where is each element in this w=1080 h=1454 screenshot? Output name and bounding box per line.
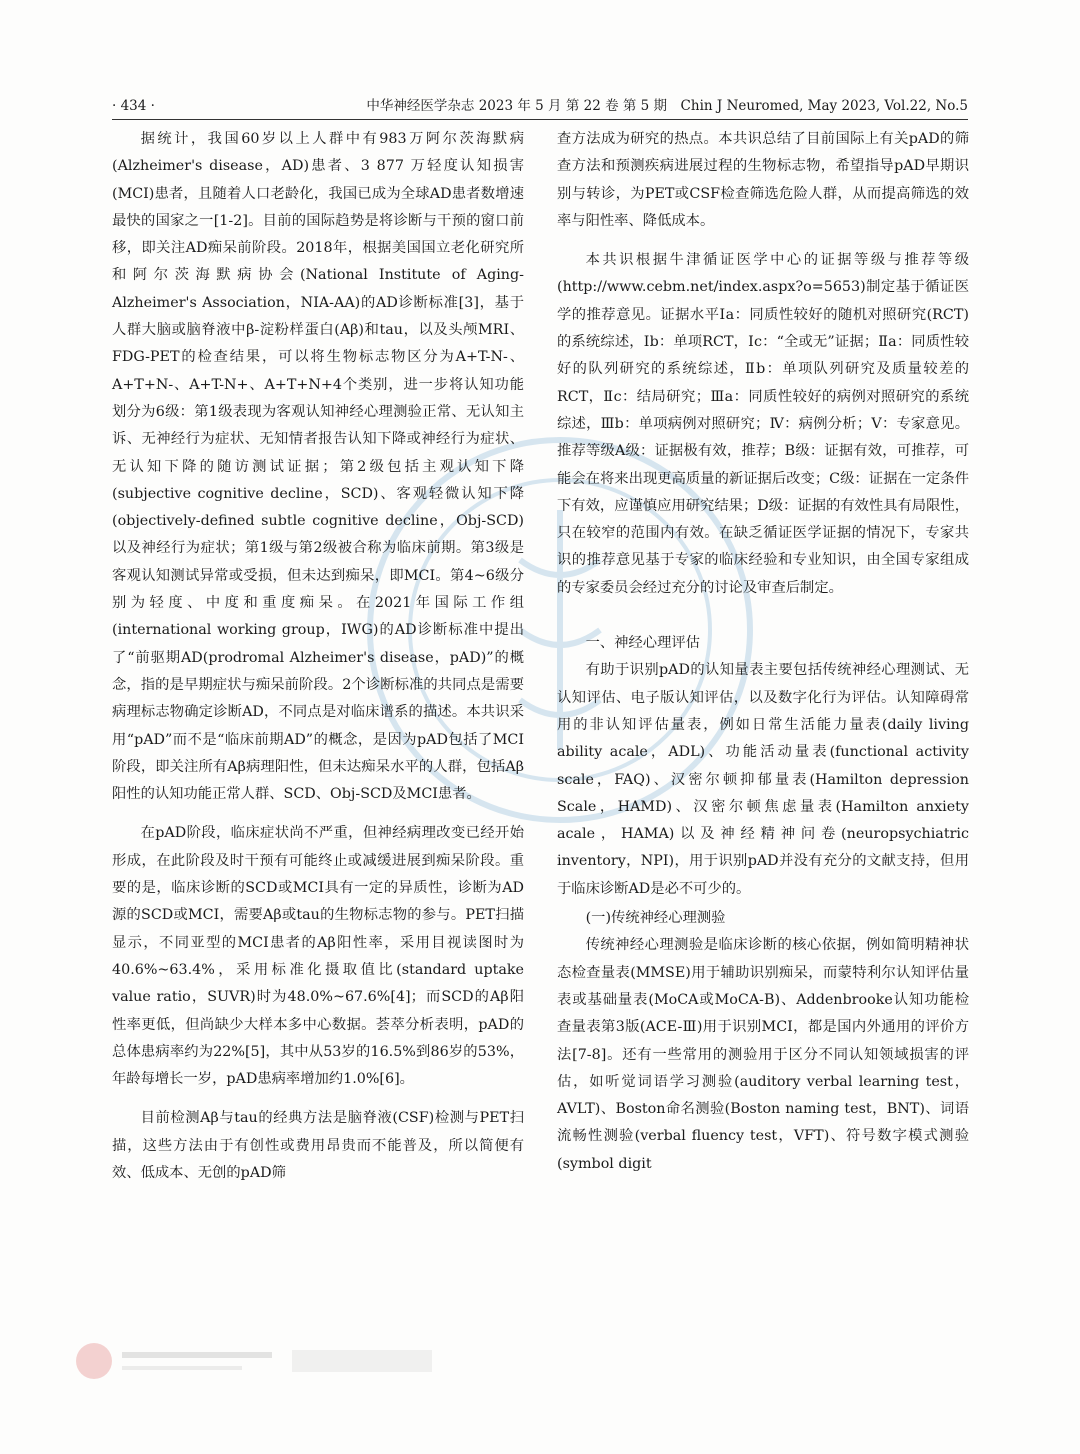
running-header [112,94,968,118]
paragraph: 目前检测Aβ与tau的经典方法是脑脊液(CSF)检测与PET扫描，这些方法由于有创性或费用昂贵而不能普及，所以简便有效、低成本、无创的pAD筛 [112,1110,524,1181]
paragraph: 在pAD阶段，临床症状尚不严重，但神经病理改变已经开始形成，在此阶段及时干预有可能终止或减缓进展到痴呆阶段。重要的是，临床诊断的SCD或MCI具有一定的异质性，诊断为AD源的SCD或MCI，需要Aβ或tau的生物标志物的参与。PET扫描显示，不同亚型的MCI患者的Aβ阳性率，采用目视读图时为40.6%~63.4%，采用标准化摄取值比(standard uptake value ratio，SUVR)时为48.0%~67.6%[4]；而SCD的Aβ阳性率更低，但尚缺少大样本多中心数据。荟萃分析表明，pAD的总体患病率约为22%[5]，其中从53岁的16.5%到86岁的53%，年龄每增长一岁，pAD患病率增加约1.0%[6]。 [112,825,524,1088]
paragraph-continuation: 查方法成为研究的热点。本共识总结了目前国际上有关pAD的筛查方法和预测疾病进展过程的生物标志物，希望指导pAD早期识别与转诊，为PET或CSF检查筛选危险人群，从而提高筛选的效率与阳性率、降低成本。 [557,131,969,229]
section-heading: 一、神经心理评估 [585,635,700,652]
paragraph: 传统神经心理测验是临床诊断的核心依据，例如简明精神状态检查量表(MMSE)用于辅助识别痴呆，而蒙特利尔认知评估量表或基础量表(MoCA或MoCA-B)、Addenbrooke认知功能检查量表第3版(ACE-Ⅲ)用于识别MCI，都是国内外通用的评价方法[7-8]。还有一些常用的测验用于区分不同认知领域损害的评估，如听觉词语学习测验(auditory verbal learning test，AVLT)、Boston命名测验(Boston naming test，BNT)、词语流畅性测验(verbal fluency test，VFT)、符号数字模式测验(symbol digit [557,937,969,1172]
journal-citation: 中华神经医学杂志 2023 年 5 月 第 22 卷 第 5 期 Chin J Neuromed, May 2023, Vol.22, No.5 [366,98,968,114]
page-number: · 434 · [112,98,155,114]
paragraph: 据统计，我国60岁以上人群中有983万阿尔茨海默病(Alzheimer's disease，AD)患者、3 877 万轻度认知损害(MCI)患者，且随着人口老龄化，我国已成为全球AD患者数增速最快的国家之一[1-2]。目前的国际趋势是将诊断与干预的窗口前移，即关注AD痴呆前阶段。2018年，根据美国国立老化研究所和阿尔茨海默病协会(National Institute of Aging-Alzheimer's Association，NIA-AA)的AD诊断标准[3]，基于人群大脑或脑脊液中β-淀粉样蛋白(Aβ)和tau，以及头颅MRI、FDG-PET的检查结果，可以将生物标志物区分为A+T-N-、A+T+N-、A+T-N+、A+T+N+4个类别，进一步将认知功能划分为6级：第1级表现为客观认知神经心理测验正常、无认知主诉、无神经行为症状、无知情者报告认知下降或神经行为症状、无认知下降的随访测试证据；第2级包括主观认知下降(subjective cognitive decline，SCD)、客观轻微认知下降(objectively-defined subtle cognitive decline，Obj-SCD)以及神经行为症状；第1级与第2级被合称为临床前期。第3级是客观认知测试异常或受损，但未达到痴呆，即MCI。第4~6级分别为轻度、中度和重度痴呆。在2021年国际工作组(international working group，IWG)的AD诊断标准中提出了“前驱期AD(prodromal Alzheimer's disease，pAD)”的概念，指的是早期症状与痴呆前阶段。2个诊断标准的共同点是需要病理标志物确定诊断AD，不同点是对临床谱系的描述。本共识采用“pAD”而不是“临床前期AD”的概念，是因为pAD包括了MCI阶段，即关注所有Aβ病理阳性，但未达痴呆水平的人群，包括Aβ阳性的认知功能正常人群、SCD、Obj-SCD及MCI患者。 [112,131,524,803]
subsection-heading: (一)传统神经心理测验 [585,910,726,927]
paragraph: 有助于识别pAD的认知量表主要包括传统神经心理测试、无认知评估、电子版认知评估，以及数字化行为评估。认知障碍常用的非认知评估量表，例如日常生活能力量表(daily living ability acale，ADL)、功能活动量表(functional activity scale，FAQ)、汉密尔顿抑郁量表(Hamilton depression Scale，HAMD)、汉密尔顿焦虑量表(Hamilton anxiety acale，HAMA)以及神经精神问卷(neuropsychiatric inventory，NPI)，用于识别pAD并没有充分的文献支持，但用于临床诊断AD是必不可少的。 [557,662,969,897]
paragraph: 本共识根据牛津循证医学中心的证据等级与推荐等级(http://www.cebm.net/index.aspx?o=5653)制定基于循证医学的推荐意见。证据水平Ⅰa：同质性较好的随机对照研究(RCT)的系统综述，Ⅰb：单项RCT，Ⅰc：“全或无”证据；Ⅱa：同质性较好的队列研究的系统综述，Ⅱb：单项队列研究及质量较差的RCT，Ⅱc：结局研究；Ⅲa：同质性较好的病例对照研究的系统综述，Ⅲb：单项病例对照研究；Ⅳ：病例分析；Ⅴ：专家意见。推荐等级A级：证据极有效，推荐；B级：证据有效，可推荐，可能会在将来出现更高质量的新证据后改变；C级：证据在一定条件下有效，应谨慎应用研究结果；D级：证据的有效性具有局限性，只在较窄的范围内有效。在缺乏循证医学证据的情况下，专家共识的推荐意见基于专家的临床经验和专业知识，由全国专家组成的专家委员会经过充分的讨论及审查后制定。 [557,252,969,596]
publisher-logo-watermark [72,1338,452,1384]
left-column [112,126,524,1187]
right-column [557,126,969,1178]
header-rule [112,119,968,120]
